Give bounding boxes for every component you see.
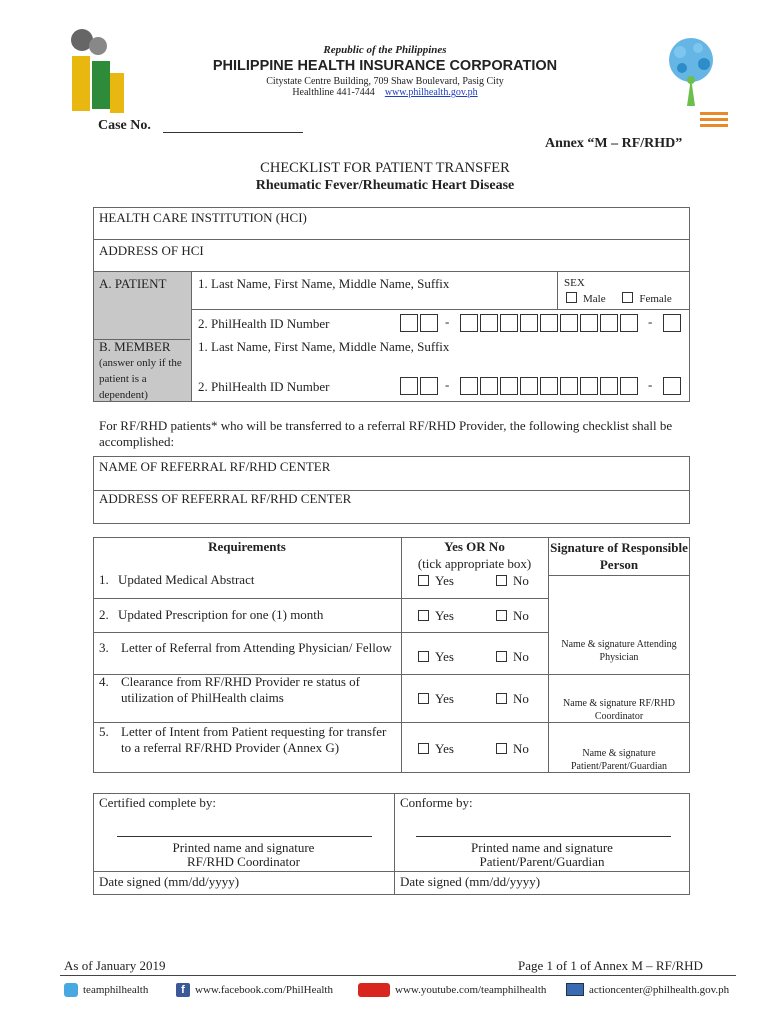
member-note: (answer only if the patient is a dependent): [99, 357, 182, 401]
req-row-2: 2. Updated Prescription for one (1) month: [99, 607, 324, 622]
certified-date-field[interactable]: Date signed (mm/dd/yyyy): [99, 874, 240, 889]
sig-attending[interactable]: Name & signature Attending Physician: [561, 639, 677, 663]
member-id-label: 2. PhilHealth ID Number: [198, 379, 330, 394]
form-title: CHECKLIST FOR PATIENT TRANSFER: [260, 160, 510, 176]
certified-print: Printed name and signature: [172, 840, 315, 855]
youtube-icon: [358, 983, 390, 997]
patient-label: A. PATIENT: [99, 276, 167, 291]
patient-name-field[interactable]: 1. Last Name, First Name, Middle Name, Suffix: [198, 276, 450, 291]
republic-line: Republic of the Philippines: [323, 44, 447, 56]
sig-coordinator[interactable]: Name & signature RF/RHD Coordinator: [563, 698, 675, 722]
instruction-text: For RF/RHD patients* who will be transferred to a referral RF/RHD Provider, the following checklist shall be accomplished:: [99, 418, 673, 449]
sex-label: SEX: [564, 277, 585, 289]
req-4-no-checkbox[interactable]: No: [496, 691, 529, 706]
footer-email[interactable]: actioncenter@philhealth.gov.ph: [566, 983, 729, 996]
website-link[interactable]: www.philhealth.gov.ph: [384, 87, 478, 98]
referral-name-field[interactable]: NAME OF REFERRAL RF/RHD CENTER: [99, 459, 331, 474]
hci-address-field[interactable]: ADDRESS OF HCI: [99, 243, 204, 258]
req-2-yes-checkbox[interactable]: Yes: [418, 608, 454, 623]
female-checkbox[interactable]: Female: [622, 293, 671, 305]
twitter-icon: [64, 983, 78, 997]
member-name-field[interactable]: 1. Last Name, First Name, Middle Name, Suffix: [198, 339, 450, 354]
referral-address-field[interactable]: ADDRESS OF REFERRAL RF/RHD CENTER: [99, 491, 352, 506]
col-requirements: Requirements: [208, 539, 286, 554]
conforme-role: Patient/Parent/Guardian: [479, 854, 605, 869]
req-1-no-checkbox[interactable]: No: [496, 573, 529, 588]
req-row-4: 4. Clearance from RF/RHD Provider re status of utilization of PhilHealth claims: [99, 674, 361, 705]
sig-patient[interactable]: Name & signature Patient/Parent/Guardian: [570, 748, 668, 772]
req-row-3: 3. Letter of Referral from Attending Physician/ Fellow: [99, 640, 392, 655]
certified-label: Certified complete by:: [99, 795, 216, 810]
req-5-yes-checkbox[interactable]: Yes: [418, 741, 454, 756]
certified-role: RF/RHD Coordinator: [186, 854, 301, 869]
req-4-yes-checkbox[interactable]: Yes: [418, 691, 454, 706]
annex-label: Annex “M – RF/RHD”: [545, 136, 683, 151]
patient-id-boxes[interactable]: - -: [400, 314, 682, 334]
member-label: B. MEMBER: [99, 339, 171, 354]
conforme-date-field[interactable]: Date signed (mm/dd/yyyy): [400, 874, 541, 889]
philhealth-logo: [62, 28, 134, 116]
facebook-icon: f: [176, 983, 190, 997]
req-3-no-checkbox[interactable]: No: [496, 649, 529, 664]
req-2-no-checkbox[interactable]: No: [496, 608, 529, 623]
page-number: Page 1 of 1 of Annex M – RF/RHD: [518, 958, 703, 973]
healthline: Healthline 441-7444: [292, 87, 375, 98]
footer-facebook[interactable]: f www.facebook.com/PhilHealth: [176, 983, 333, 997]
campaign-logo: [652, 34, 730, 130]
case-no-field[interactable]: [163, 132, 303, 133]
footer-youtube[interactable]: www.youtube.com/teamphilhealth: [358, 983, 546, 997]
male-checkbox[interactable]: Male: [566, 293, 606, 305]
corp-name: PHILIPPINE HEALTH INSURANCE CORPORATION: [212, 58, 558, 74]
corp-address: Citystate Centre Building, 709 Shaw Boulevard, Pasig City: [266, 76, 504, 87]
req-row-5: 5. Letter of Intent from Patient requesting for transfer to a referral RF/RHD Provider (Annex G): [99, 724, 387, 755]
patient-id-label: 2. PhilHealth ID Number: [198, 316, 330, 331]
conforme-label: Conforme by:: [400, 795, 473, 810]
certified-signature-line[interactable]: [117, 836, 372, 837]
req-5-no-checkbox[interactable]: No: [496, 741, 529, 756]
col-yesno: Yes OR No: [444, 539, 505, 554]
conforme-print: Printed name and signature: [471, 840, 613, 855]
conforme-signature-line[interactable]: [416, 836, 671, 837]
req-3-yes-checkbox[interactable]: Yes: [418, 649, 454, 664]
form-subtitle: Rheumatic Fever/Rheumatic Heart Disease: [255, 178, 515, 193]
req-1-yes-checkbox[interactable]: Yes: [418, 573, 454, 588]
footer-twitter[interactable]: teamphilhealth: [64, 983, 148, 997]
col-signature: Signature of Responsible Person: [550, 540, 688, 572]
member-id-boxes[interactable]: - -: [400, 377, 682, 397]
case-no-label: Case No.: [98, 118, 151, 133]
computer-icon: [566, 983, 584, 996]
hci-name-field[interactable]: HEALTH CARE INSTITUTION (HCI): [99, 210, 307, 225]
req-row-1: 1. Updated Medical Abstract: [99, 572, 255, 587]
col-yesno-sub: (tick appropriate box): [417, 556, 532, 571]
as-of-date: As of January 2019: [64, 958, 166, 973]
footer-divider: [60, 975, 736, 976]
